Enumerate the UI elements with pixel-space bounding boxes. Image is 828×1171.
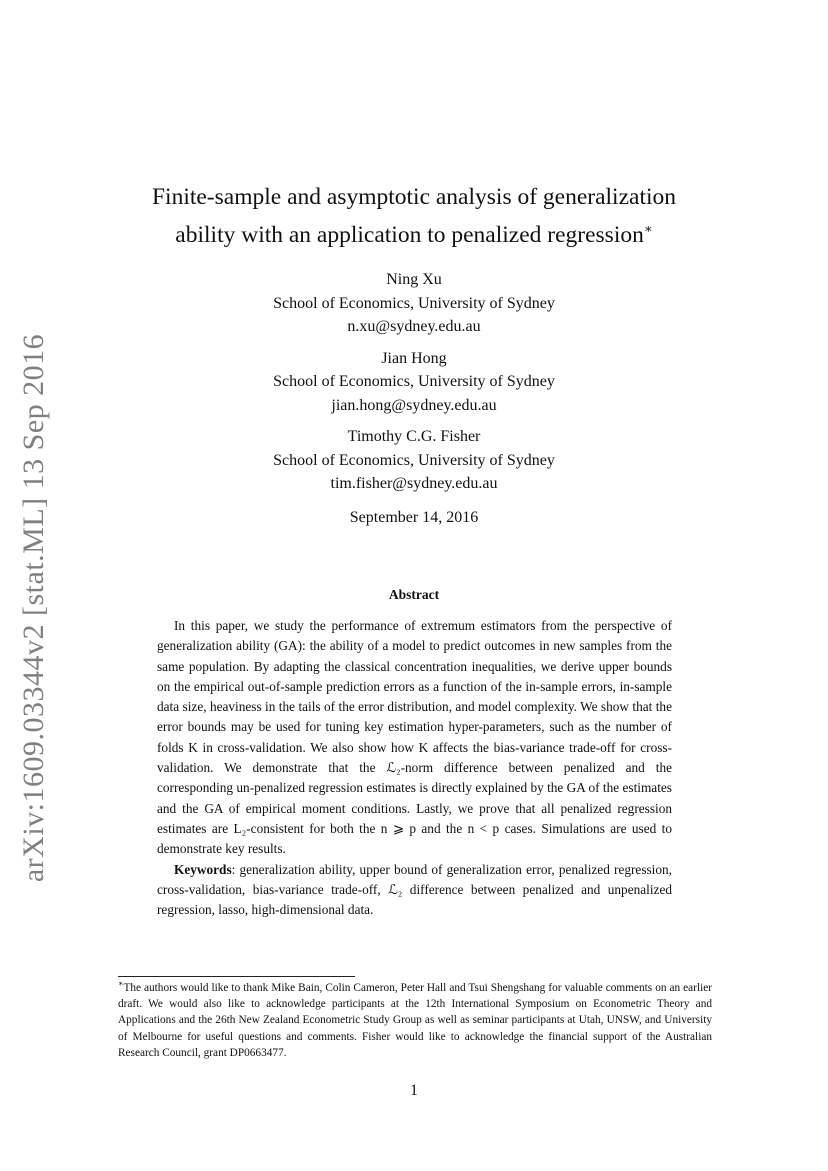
author-name: Jian Hong: [381, 349, 447, 367]
title-line-1: Finite-sample and asymptotic analysis of generalization: [151, 184, 677, 210]
title-footnote-mark: ∗: [643, 221, 653, 237]
arxiv-stamp: [14, 333, 54, 882]
author-email: jian.hong@sydney.edu.au: [331, 396, 497, 414]
footnote-rule: [118, 976, 355, 977]
page-number: 1: [410, 1082, 418, 1099]
author-email: n.xu@sydney.edu.au: [347, 318, 481, 335]
footnote-mark: ∗: [118, 979, 124, 989]
footnote-text: The authors would like to thank Mike Bain, Colin Cameron, Peter Hall and Tsui Shengshang for valuable comments on an earlier draft. We would also like to acknowledge participants at the 12th International Symposium on Econometric Theory and Applications and the 26th New Zealand Econometric Study Group as well as seminar participants at Utah, UNSW, and University of Melbourne for useful questions and comments. Fisher would like to acknowledge the financial support of the Australian Research Council, grant DP0663477.: [118, 982, 712, 1059]
author-list: [100, 268, 728, 504]
arxiv-stamp-text: arXiv:1609.03344v2 [stat.ML] 13 Sep 2016: [17, 333, 50, 882]
author-block: [100, 268, 728, 339]
author-affiliation: School of Economics, University of Sydney: [273, 294, 555, 312]
keywords-text: : generalization ability, upper bound of generalization error, penalized regression, cross-validation, bias-variance trade-off, ℒ₂ difference between penalized and unpenalized regression, lasso, high-dimensional data.: [157, 861, 672, 918]
author-block: [100, 425, 728, 496]
title-line-2-text: ability with an application to penalized regression: [175, 222, 644, 248]
author-name: Ning Xu: [386, 271, 442, 288]
title-line-2: [100, 216, 728, 254]
footnote: [118, 980, 712, 1061]
author-affiliation: School of Economics, University of Sydney: [273, 373, 555, 390]
author-block: [100, 347, 728, 418]
abstract-body: In this paper, we study the performance of extremum estimators from the perspective of generalization ability (GA): the ability of a model to predict outcomes in new samples from the same population. By adapting the classical concentration inequalities, we derive upper bounds on the empirical out-of-sample prediction errors as a function of the in-sample errors, in-sample data size, heaviness in the tails of the error distribution, and model complexity. We show that the error bounds may be used for tuning key estimation hyper-parameters, such as the number of folds K in cross-validation. We also show how K affects the bias-variance trade-off for cross-validation. We demonstrate that the ℒ₂-norm difference between penalized and the corresponding un-penalized regression estimates is directly explained by the GA of the estimates and the GA of empirical moment conditions. Lastly, we prove that all penalized regression estimates are L₂-consistent for both the n ⩾ p and the n < p cases. Simulations are used to demonstrate key results.: [157, 618, 672, 857]
author-name: Timothy C.G. Fisher: [347, 428, 481, 445]
paper-title: [100, 178, 728, 254]
author-email: tim.fisher@sydney.edu.au: [330, 475, 498, 492]
keywords: [157, 860, 672, 921]
paper-date: September 14, 2016: [349, 509, 479, 526]
abstract: [157, 616, 672, 920]
author-affiliation: School of Economics, University of Sydney: [273, 451, 555, 469]
abstract-heading: Abstract: [388, 587, 440, 602]
keywords-label: Keywords: [174, 861, 232, 877]
